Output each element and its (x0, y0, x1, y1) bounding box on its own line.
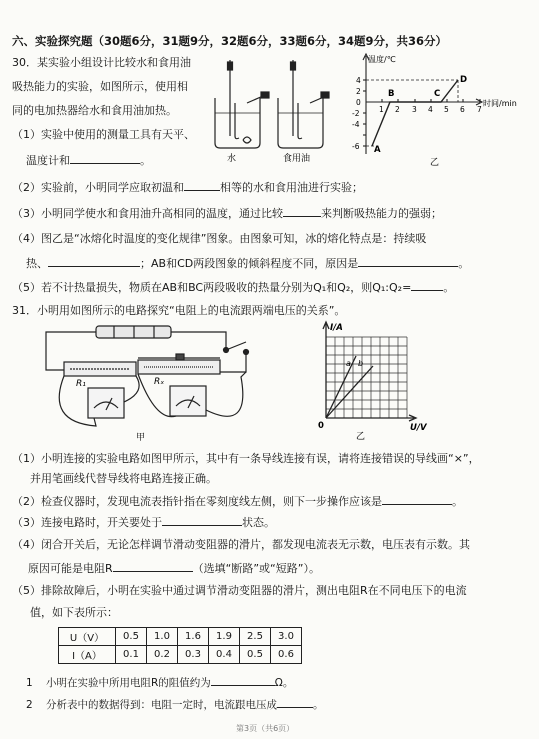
table-cell: 0.5 (116, 628, 147, 646)
q31-part4-line1: （4）闭合开关后，无论怎样调节滑动变阻器的滑片，都发现电流表无示数，电压表有示数。其 (12, 538, 470, 551)
ytick: -4 (352, 120, 360, 129)
q31-iu-graph (318, 318, 433, 443)
point-label: A (374, 145, 381, 155)
q30-part3 (12, 206, 442, 221)
q30-part3-text: （3）小明同学使水和食用油升高相同的温度，通过比较 (12, 207, 283, 220)
table-cell: 2.5 (240, 628, 271, 646)
q31-part2-end: 。 (452, 495, 463, 508)
q30-part1-end: 。 (140, 154, 151, 167)
q30-part3-end: 来判断吸热能力的强弱； (321, 207, 442, 220)
answer-blank[interactable] (411, 280, 443, 291)
q30-stem-line3: 同的电加热器给水和食用油加热。 (12, 104, 177, 117)
sub-number: 2 (26, 699, 33, 711)
answer-blank[interactable] (358, 256, 458, 267)
iu-origin: 0 (318, 421, 324, 431)
q31-part4-end: （选填“断路”或“短路”）。 (192, 562, 320, 575)
q30-part4-end: 。 (458, 257, 470, 270)
xtick: 2 (395, 105, 400, 114)
line-b-label: b (358, 359, 364, 368)
table-cell: 0.4 (209, 646, 240, 664)
table-cell: I（A） (59, 646, 116, 664)
answer-blank[interactable] (211, 675, 275, 686)
q30-stem-line2: 吸热能力的实验，如图所示，使用相 (12, 80, 188, 93)
oil-beaker (278, 60, 329, 148)
q31-part5-line1: （5）排除故障后，小明在实验中通过调节滑动变阻器的滑片，测出电阻R在不同电压下的电流 (12, 584, 467, 597)
q31-part3-text: （3）连接电路时，开关要处于 (12, 516, 162, 529)
q31-stem: 31．小明用如图所示的电路探究“电阻上的电流跟两端电压的关系”。 (12, 304, 346, 317)
point-label: B (388, 89, 395, 99)
table-cell: 1.0 (147, 628, 178, 646)
xtick: 4 (428, 105, 433, 114)
q30-part4-mid: ；AB和CD两段图象的倾斜程度不同，原因是 (140, 257, 359, 270)
q31-part4-line2 (28, 561, 320, 576)
q31-sub1 (26, 675, 293, 690)
ytick: 0 (356, 98, 361, 107)
answer-blank[interactable] (70, 153, 140, 164)
graph-xlabel: 时间/min (483, 99, 517, 108)
q30-part1-line2 (26, 153, 151, 168)
q30-part4-line2 (26, 256, 469, 271)
table-row (59, 628, 302, 646)
iu-ylabel: I/A (330, 323, 343, 333)
r1-label: R₁ (76, 379, 86, 389)
q30-part5-text: （5）若不计热量损失，物质在AB和BC两段吸收的热量分别为Q₁和Q₂，则Q₁:Q₂= (12, 281, 412, 294)
q31-sub1-text: 小明在实验中所用电阻R的阻值约为 (46, 677, 211, 689)
graph-caption: 乙 (430, 158, 440, 168)
q31-sub2-end: 。 (313, 699, 324, 711)
table-cell: 0.1 (116, 646, 147, 664)
line-b (326, 366, 373, 418)
q31-part2 (12, 494, 463, 509)
table-cell: 0.2 (147, 646, 178, 664)
point-label: C (434, 89, 441, 99)
ytick: -6 (352, 142, 360, 151)
answer-blank[interactable] (48, 256, 140, 267)
xtick: 7 (477, 105, 482, 114)
answer-blank[interactable] (113, 561, 193, 572)
oil-label: 食用油 (283, 154, 311, 163)
q31-sub2-text: 分析表中的数据得到：电阻一定时，电流跟电压成 (46, 699, 277, 711)
table-row (59, 646, 302, 664)
q31-circuit-figure (36, 322, 261, 444)
q31-part1-line2: 并用笔画线代替导线将电路连接正确。 (30, 472, 217, 485)
ytick: 2 (356, 87, 361, 96)
q30-melting-graph (340, 50, 535, 170)
water-beaker (215, 60, 269, 148)
q30-part2-end: 相等的水和食用油进行实验； (220, 181, 363, 194)
answer-blank[interactable] (277, 697, 313, 708)
answer-blank[interactable] (162, 515, 242, 526)
answer-blank[interactable] (184, 180, 220, 191)
q30-part4-line1: （4）图乙是“冰熔化时温度的变化规律”图象。由图象可知，冰的熔化特点是：持续吸 (12, 232, 427, 245)
rx-label: Rₓ (154, 377, 165, 387)
section-title: 六、实验探究题（30题6分，31题9分，32题6分，33题6分，34题9分，共36分） (12, 34, 448, 48)
q31-part4-text: 原因可能是电阻R (28, 562, 113, 575)
q30-part1-line1: （1）实验中使用的测量工具有天平、 (12, 128, 195, 141)
q31-part1-line1: （1）小明连接的实验电路如图甲所示，其中有一条导线连接有误，请将连接错误的导线画“×”， (12, 452, 480, 465)
q30-apparatus-figure (205, 58, 330, 163)
iu-caption: 乙 (356, 432, 366, 442)
table-cell: 0.3 (178, 646, 209, 664)
q30-part1-text: 温度计和 (26, 154, 70, 167)
ytick: -2 (352, 109, 360, 118)
q31-part5-line2: 值，如下表所示： (30, 606, 118, 619)
q30-stem-line1: 30．某实验小组设计比较水和食用油 (12, 56, 191, 69)
page-footer: 第3页（共6页） (236, 724, 295, 733)
voltmeter (88, 388, 124, 418)
table-cell: 1.9 (209, 628, 240, 646)
answer-blank[interactable] (382, 494, 452, 505)
q31-sub1-end: Ω。 (274, 677, 294, 689)
table-cell: 1.6 (178, 628, 209, 646)
q31-sub2 (26, 697, 324, 712)
ammeter (170, 386, 206, 416)
circuit-caption: 甲 (136, 433, 146, 443)
graph-ylabel: 温度/℃ (368, 55, 396, 64)
ytick: 4 (356, 76, 361, 85)
q30-part4-text: 热、 (26, 257, 48, 270)
answer-blank[interactable] (283, 206, 321, 217)
q31-part2-text: （2）检查仪器时，发现电流表指针指在零刻度线左侧，则下一步操作应该是 (12, 495, 382, 508)
xtick: 5 (444, 105, 449, 114)
sub-number: 1 (26, 677, 33, 689)
table-cell: U（V） (59, 628, 116, 646)
xtick: 1 (379, 105, 384, 114)
q31-part3 (12, 515, 275, 530)
q30-part5-end: 。 (443, 281, 455, 294)
xtick: 3 (412, 105, 417, 114)
q30-part5 (12, 280, 454, 295)
xtick: 6 (460, 105, 465, 114)
table-cell: 0.6 (271, 646, 302, 664)
line-a-label: a (346, 359, 351, 368)
table-cell: 3.0 (271, 628, 302, 646)
q30-part2 (12, 180, 363, 195)
data-table (58, 627, 302, 664)
q31-part3-end: 状态。 (242, 516, 275, 529)
water-label: 水 (227, 154, 237, 163)
point-label: D (460, 75, 468, 85)
q30-part2-text: （2）实验前，小明同学应取初温和 (12, 181, 184, 194)
table-cell: 0.5 (240, 646, 271, 664)
iu-xlabel: U/V (410, 423, 427, 433)
